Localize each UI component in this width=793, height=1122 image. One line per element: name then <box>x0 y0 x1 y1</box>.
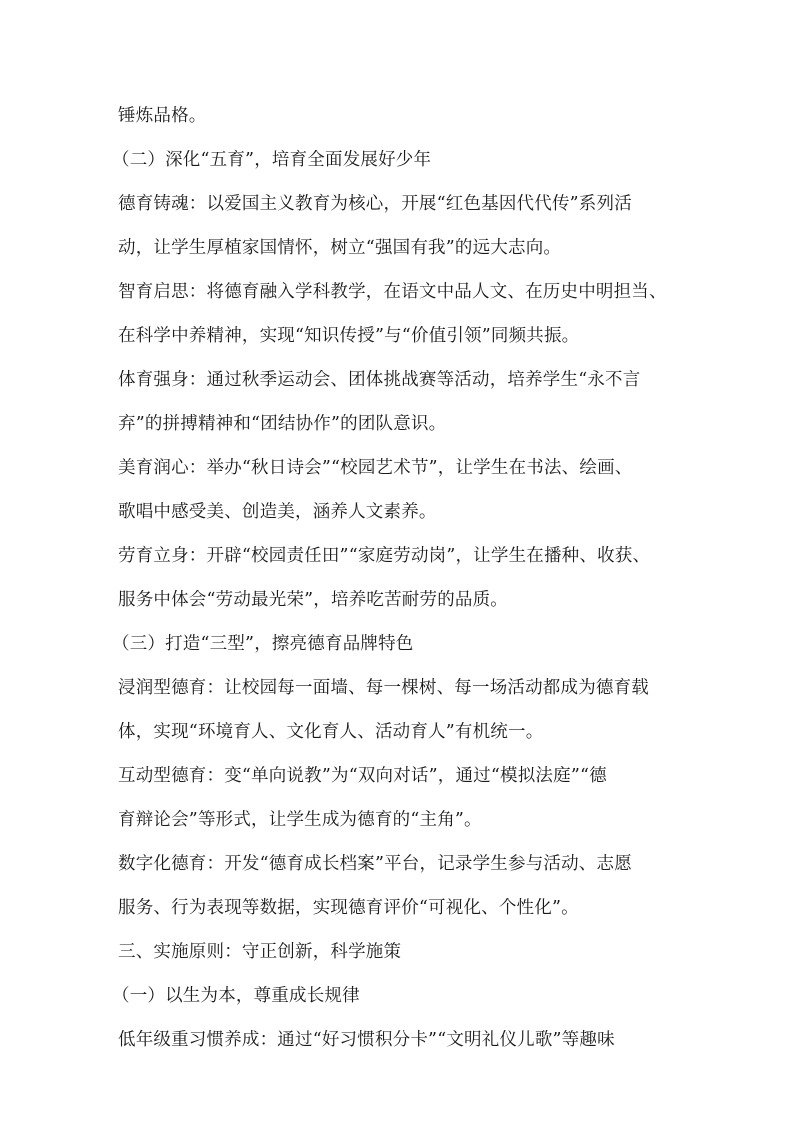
paragraph-line: 德育铸魂：以爱国主义教育为核心，开展“红色基因代代传”系列活 <box>118 194 632 214</box>
paragraph-line: 低年级重习惯养成：通过“好习惯积分卡”“文明礼仪儿歌”等趣味 <box>118 1030 615 1050</box>
paragraph-line: 数字化德育：开发“德育成长档案”平台，记录学生参与活动、志愿 <box>118 854 632 874</box>
paragraph-line: 劳育立身：开辟“校园责任田”“家庭劳动岗”，让学生在播种、收获、 <box>118 546 651 566</box>
section-heading: （二）深化“五育”，培育全面发展好少年 <box>112 150 432 170</box>
paragraph-line: 体育强身：通过秋季运动会、团体挑战赛等活动，培养学生“永不言 <box>118 370 641 390</box>
paragraph-line: 体，实现“环境育人、文化育人、活动育人”有机统一。 <box>118 722 544 742</box>
paragraph-line: 动，让学生厚植家国情怀，树立“强国有我”的远大志向。 <box>118 238 562 258</box>
paragraph-line: 在科学中养精神，实现“知识传授”与“价值引领”同频共振。 <box>118 326 580 346</box>
paragraph-line: 服务、行为表现等数据，实现德育评价“可视化、个性化”。 <box>118 898 579 918</box>
chapter-heading: 三、实施原则：守正创新，科学施策 <box>118 942 402 962</box>
paragraph-line: 智育启思：将德育融入学科教学，在语文中品人文、在历史中明担当、 <box>118 282 667 302</box>
paragraph-line: 互动型德育：变“单向说教”为“双向对话”，通过“模拟法庭”“德 <box>118 766 607 786</box>
paragraph-line: 美育润心：举办“秋日诗会”“校园艺术节”，让学生在书法、绘画、 <box>118 458 633 478</box>
section-heading: （三）打造“三型”，擦亮德育品牌特色 <box>112 634 414 654</box>
paragraph-line: 浸润型德育：让校园每一面墙、每一棵树、每一场活动都成为德育载 <box>118 678 649 698</box>
paragraph-line: 歌唱中感受美、创造美，涵养人文素养。 <box>118 502 437 522</box>
paragraph-line: 服务中体会“劳动最光荣”，培养吃苦耐劳的品质。 <box>118 590 508 610</box>
paragraph-line: 育辩论会”等形式，让学生成为德育的“主角”。 <box>118 810 482 830</box>
paragraph-line: 锤炼品格。 <box>118 106 207 126</box>
section-heading: （一）以生为本，尊重成长规律 <box>112 986 360 1006</box>
paragraph-line: 弃”的拼搏精神和“团结协作”的团队意识。 <box>118 414 447 434</box>
